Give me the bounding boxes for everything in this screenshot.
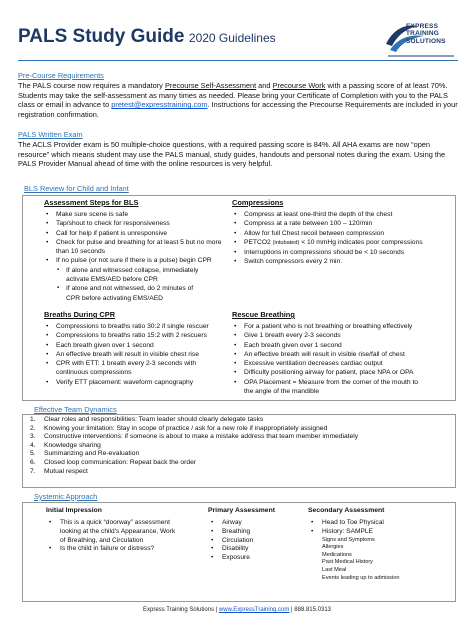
list-item: • Difficulty positioning airway for patient, place NPA or OPA [232,368,454,377]
sample-item: Events leading up to admission [322,574,400,581]
logo-line-2: TRAINING [406,30,440,38]
list-item: • CPR with ETT: 1 breath every 2-3 seconds with [44,359,232,368]
secondary-assessment-title: Secondary Assessment [308,507,385,514]
precourse-and: and [256,81,273,90]
list-sub-item: ▪ If alone and not witnessed, do 2 minutes of [44,284,232,293]
team-dynamics-list [30,416,450,476]
list-sub-item-cont: activate EMS/AED before CPR [66,276,158,284]
page-footer [0,607,474,613]
sample-item: Last Meal [322,566,347,573]
footer-phone: | 888.815.0313 [289,607,331,613]
petco2-label: PETCO2 [244,238,273,246]
precourse-text-3: . Instructions for accessing the Precourse Requirements are included in your registration confirmation. [18,100,458,120]
list-item [30,442,450,451]
precourse-text-2: with a passing score of at least 70%. Students may take the self-assessment as many times as needed. Please bring your Certificate of Completion with you to the PALS class or email in advance to [18,81,448,110]
list-item [30,459,450,468]
list-item: • Tap/shout to check for responsiveness [44,219,232,228]
list-sub-item: ▪ If alone and witnessed collapse, immediately [44,266,232,275]
list-item: • Give 1 breath every 2-3 seconds [232,331,454,340]
petco2-intubated: (intubated) [272,239,300,246]
item-number: 3. [30,433,36,441]
initial-impression-list [46,519,206,554]
list-item-cont: looking at the child’s Appearance, Work [60,527,176,535]
compressions-title: Compressions [232,198,284,207]
item-text: Clear roles and responsibilities: Team leader should clearly delegate tasks [44,416,264,423]
title-main: PALS Study Guide [18,26,185,47]
list-item: • Disability [208,545,308,554]
list-item: • Breathing [208,528,308,537]
list-item: • Allow for full Chest recoil between compression [232,229,454,238]
item-number: 1. [30,416,36,423]
list-item [30,433,450,442]
list-item: • Circulation [208,537,308,546]
primary-assessment-title: Primary Assessment [208,507,275,514]
precourse-text-1: The PALS course now requires a mandatory [18,81,165,90]
list-item: • Compress at a rate between 100 – 120/min [232,219,454,228]
list-item: • Excessive ventilation decreases cardiac output [232,359,454,368]
item-text: Constructive interventions: if someone is about to make a mistake address that team member immediately [44,433,359,441]
pretest-email-link[interactable]: pretest@expresstraining.com [111,100,208,110]
systemic-approach-heading: Systemic Approach [34,492,98,501]
assessment-steps-list [44,210,232,303]
list-item-petco2 [232,238,454,248]
written-exam-heading: PALS Written Exam [18,130,83,139]
breaths-list [44,322,232,387]
express-training-logo [384,20,458,60]
list-item: • This is a quick “doorway” assessment [46,519,206,528]
item-number: 5. [30,450,36,458]
logo-line-1: EXPRESS [406,23,439,30]
primary-assessment-list [208,519,308,563]
sample-item: Past Medical History [322,559,373,566]
compressions-list [232,210,454,267]
list-item [30,468,450,477]
list-item: • Is the child in failure or distress? [46,545,206,554]
list-item-cont: the angle of the mandible [244,388,320,396]
list-item: • Head to Toe Physical [308,519,452,528]
list-item: • Airway [208,519,308,528]
list-item: • An effective breath will result in visible rise/fall of chest [232,350,454,359]
list-item: • Each breath given over 1 second [44,341,232,350]
list-item: • Each breath given over 1 second [232,341,454,350]
initial-impression-title: Initial Impression [46,507,102,514]
list-item: • Verify ETT placement: waveform capnography [44,378,232,387]
footer-website-link[interactable]: www.ExpressTraining.com [218,607,290,613]
team-dynamics-heading: Effective Team Dynamics [34,405,117,414]
title-divider [18,60,458,61]
list-item-cont: continuous compressions [56,369,132,377]
item-text: Summarizing and Re-evaluation [44,450,140,458]
rescue-breathing-list [232,322,454,396]
item-text: Closed loop communication: Repeat back the order [44,458,197,466]
list-item [30,425,450,434]
sample-item: Signs and Symptoms [322,536,375,543]
list-item: • Compressions to breaths ratio 15:2 with 2 rescuers [44,331,232,340]
list-item: • An effective breath will result in visible chest rise [44,350,232,359]
item-number: 7. [30,467,36,475]
bls-review-heading: BLS Review for Child and Infant [24,184,129,193]
written-exam-paragraph: The ACLS Provider exam is 50 multiple-choice questions, with a required passing score is 84%. All AHA exams are now “open resource” which means student may use the PALS manual, study guides, handouts and personal notes during the exam. Using the PALS Provider Manual ahead of time with the online resources is very helpful. [18,140,446,169]
list-item: • If no pulse (or not sure if there is a pulse) begin CPR [44,256,232,265]
breaths-title: Breaths During CPR [44,310,116,319]
item-text: Knowledge sharing [44,441,101,449]
list-item: • History: SAMPLE [308,528,452,537]
precourse-work: Precourse Work [272,81,326,90]
list-item: • Switch compressors every 2 min. [232,257,454,266]
item-text: Knowing your limitation: Stay in scope of practice / ask for a new role if inappropriately assigned [44,424,328,432]
item-number: 6. [30,458,36,466]
item-text: Mutual respect [44,467,88,475]
sample-item: Medications [322,551,352,558]
precourse-heading: Pre-Course Requirements [18,71,104,80]
list-item [30,416,450,425]
list-item: • Interruptions in compressions should be < 10 seconds [232,248,454,257]
item-number: 2. [30,424,36,432]
list-item: • Exposure [208,554,308,563]
list-item: • Compress at least one-third the depth of the chest [232,210,454,219]
petco2-text: < 10 mmHg indicates poor compressions [299,238,423,246]
precourse-self-assessment: Precourse Self-Assessment [164,81,257,90]
list-item [30,450,450,459]
list-item-cont: of Breathing, and Circulation [60,536,144,544]
list-item: • For a patient who is not breathing or breathing effectively [232,322,454,331]
list-sub-item-cont: CPR before activating EMS/AED [66,294,164,302]
list-item: • Check for pulse and breathing for at least 5 but no more than 10 seconds [44,238,232,257]
sample-item: Allergies [322,544,344,551]
rescue-breathing-title: Rescue Breathing [232,310,295,319]
list-item: • Call for help if patient is unresponsive [44,229,232,238]
list-item: • Make sure scene is safe [44,210,232,219]
footer-company: Express Training Solutions | [142,607,219,613]
assessment-steps-title: Assessment Steps for BLS [44,198,139,207]
title-sub: 2020 Guidelines [188,31,276,45]
precourse-paragraph [18,81,458,120]
logo-line-3: SOLUTIONS [406,37,446,45]
list-item: • OPA Placement = Measure from the corner of the mouth to [232,378,454,387]
list-item: • Compressions to breaths ratio 30:2 if single rescuer [44,322,232,331]
page-title [18,26,276,48]
secondary-assessment-list [308,519,452,582]
item-number: 4. [30,441,36,449]
